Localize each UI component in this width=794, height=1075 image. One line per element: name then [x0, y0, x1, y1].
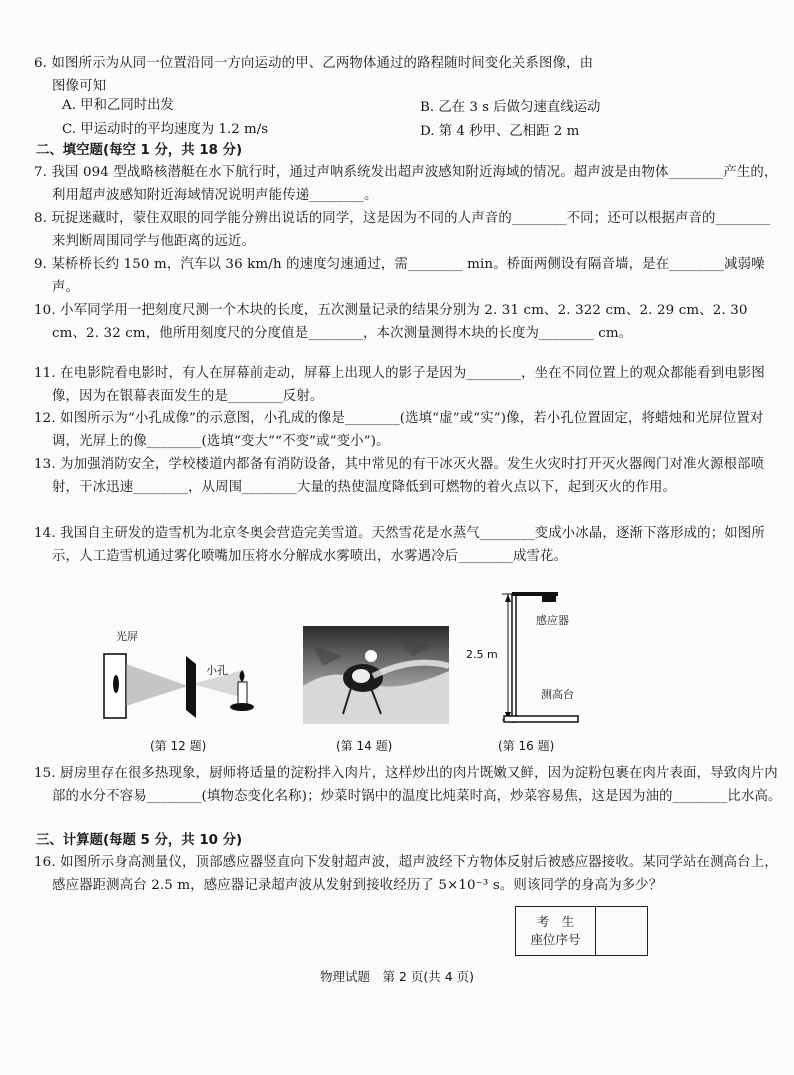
question-10: 10. 小军同学用一把刻度尺测一个木块的长度，五次测量记录的结果分别为 2. 31 cm、2. 322 cm、2. 29 cm、2. 30 cm、2. 32 cm，他所用刻度尺的分度值是________，本次测量测得木块的长度为________ cm。 [34, 303, 748, 341]
figure-16-caption: (第 16 题) [498, 739, 555, 753]
question-6-option-a: A. 甲和乙同时出发 [62, 98, 174, 113]
figure-12-pinhole-diagram [96, 634, 276, 724]
question-12: 12. 如图所示为“小孔成像”的示意图，小孔成的像是________(选填“虚”或“实”)像，若小孔位置固定，将蜡烛和光屏位置对调，光屏上的像________(选填“变大”“不变”或“变小”)。 [34, 411, 764, 449]
figure-14-caption: (第 14 题) [336, 739, 393, 753]
question-6-option-b: B. 乙在 3 s 后做匀速直线运动 [420, 100, 601, 115]
question-8: 8. 玩捉迷藏时，蒙住双眼的同学能分辨出说话的同学，这是因为不同的人声音的________不同；还可以根据声音的________来判断周围同学与他距离的远近。 [34, 211, 771, 249]
seat-number-label: 考 生 座位序号 [516, 907, 596, 955]
question-6-option-d: D. 第 4 秒甲、乙相距 2 m [420, 124, 580, 139]
question-11: 11. 在电影院看电影时，有人在屏幕前走动，屏幕上出现人的影子是因为________，坐在不同位置上的观众都能看到电影图像，因为在银幕表面发生的是________反射。 [34, 366, 765, 404]
figure-12-hole-label: 小孔 [206, 664, 228, 677]
figure-16-height-label: 2.5 m [466, 648, 498, 661]
seat-number-box [515, 906, 648, 956]
question-9: 9. 某桥桥长约 150 m，汽车以 36 km/h 的速度匀速通过，需________ min。桥面两侧设有隔音墙，是在________减弱噪声。 [34, 257, 765, 295]
question-15: 15. 厨房里存在很多热现象，厨师将适量的淀粉拌入肉片，这样炒出的肉片既嫩又鲜，因为淀粉包裹在肉片表面，导致肉片内部的水分不容易________(填物态变化名称)；炒菜时锅中的温度比炖菜时高，炒菜容易焦，这是因为油的________比水高。 [34, 766, 782, 804]
question-14: 14. 我国自主研发的造雪机为北京冬奥会营造完美雪道。天然雪花是水蒸气________变成小冰晶，逐渐下落形成的；如图所示，人工造雪机通过雾化喷嘴加压将水分解成水雾喷出，水雾遇冷后________成雪花。 [34, 526, 765, 564]
question-6-option-c: C. 甲运动时的平均速度为 1.2 m/s [62, 122, 269, 137]
figure-12-screen-label: 光屏 [116, 630, 138, 643]
figure-16-platform-label: 测高台 [541, 688, 574, 701]
figure-12-caption: (第 12 题) [150, 739, 207, 753]
question-6-stem: 6. 如图所示为从同一位置沿同一方向运动的甲、乙两物体通过的路程随时间变化关系图像，由 图像可知 [34, 56, 594, 94]
section-calculation-heading: 三、计算题(每题 5 分，共 10 分) [36, 833, 243, 848]
figure-14-snow-machine-photo [303, 626, 449, 724]
section-fill-in-heading: 二、填空题(每空 1 分，共 18 分) [36, 143, 243, 158]
question-13: 13. 为加强消防安全，学校楼道内都备有消防设备，其中常见的有干冰灭火器。发生火灾时打开灭火器阀门对准火源根部喷射，干冰迅速________，从周围________大量的热使温度降低到可燃物的着火点以下，起到灭火的作用。 [34, 457, 765, 495]
page-footer: 物理试题 第 2 页(共 4 页) [319, 969, 475, 984]
figure-16-sensor-label: 感应器 [536, 614, 569, 627]
question-7: 7. 我国 094 型战略核潜艇在水下航行时，通过声呐系统发出超声波感知附近海域的情况。超声波是由物体________产生的，利用超声波感知附近海域情况说明声能传递________。 [34, 165, 778, 203]
question-16: 16. 如图所示身高测量仪，顶部感应器竖直向下发射超声波，超声波经下方物体反射后被感应器接收。某同学站在测高台上，感应器距测高台 2.5 m，感应器记录超声波从发射到接收经历了 5×10⁻³ s。则该同学的身高为多少？ [34, 855, 778, 893]
